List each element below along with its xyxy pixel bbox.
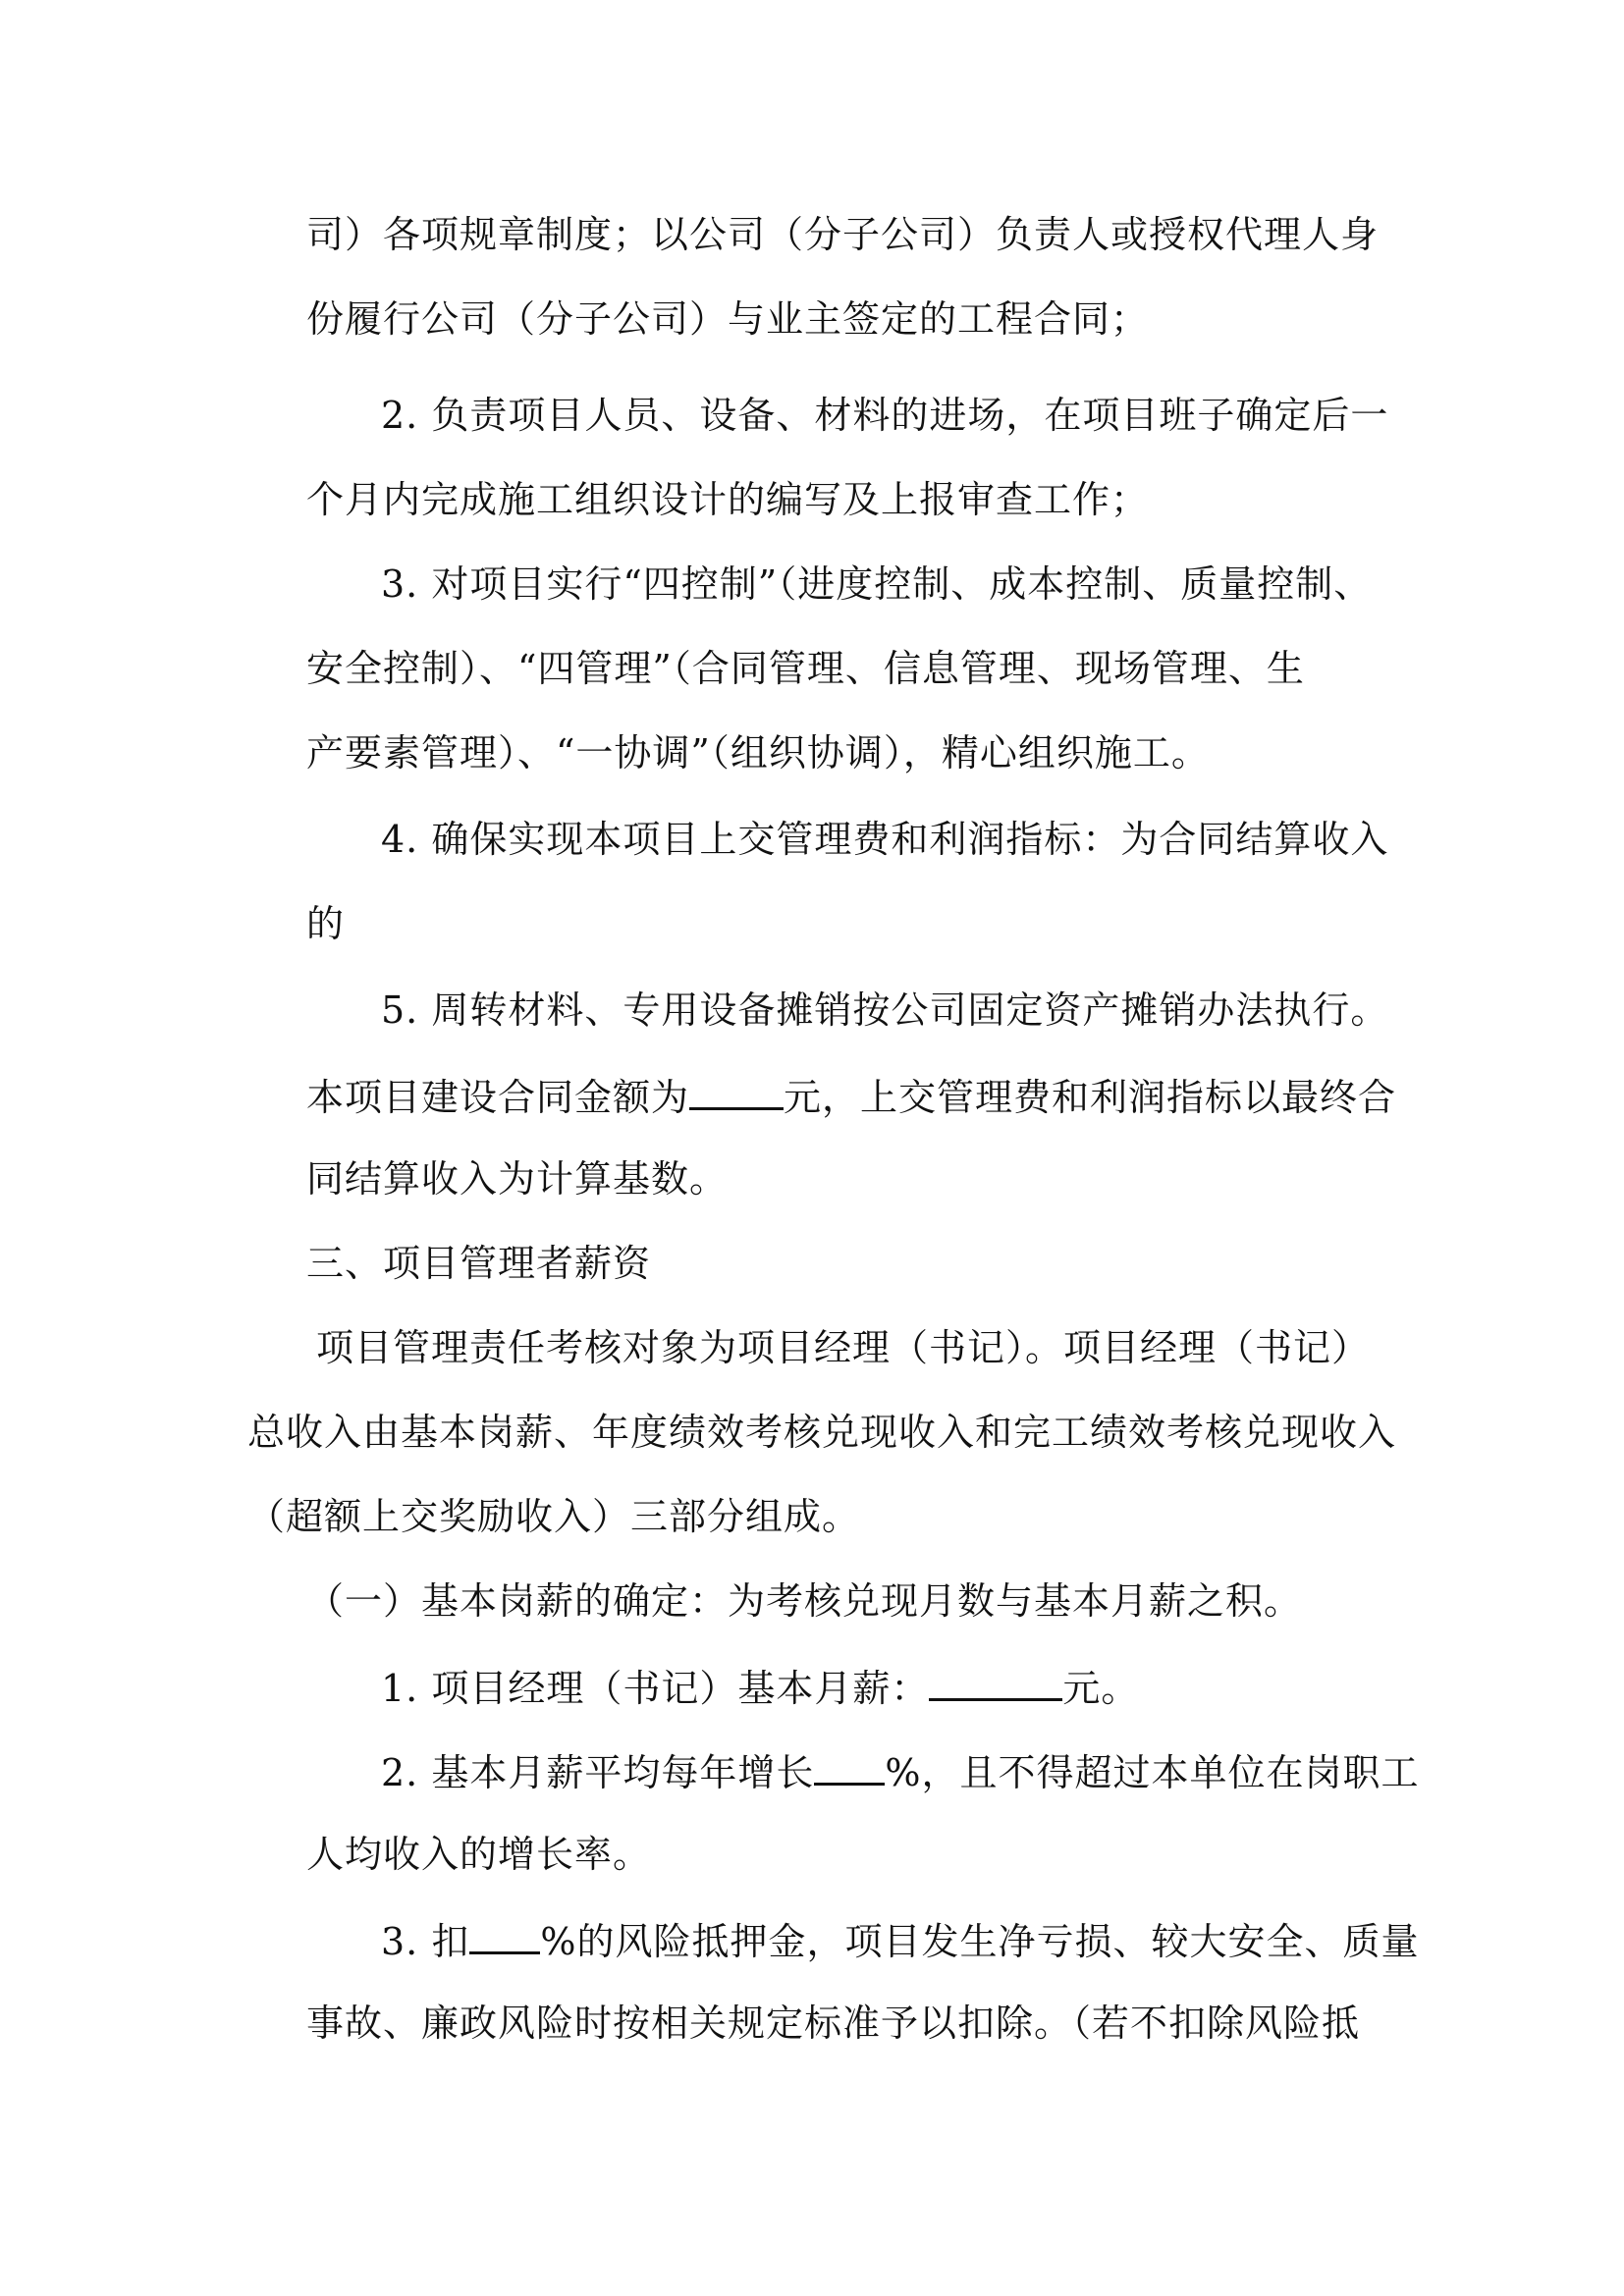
growth-rate-blank bbox=[814, 1747, 885, 1786]
text-line: 安全控制）、“四管理”（合同管理、信息管理、现场管理、生 bbox=[306, 647, 1305, 690]
text-line bbox=[306, 1072, 1397, 1119]
monthly-salary-blank bbox=[929, 1663, 1062, 1701]
text-line: 产要素管理）、“一协调”（组织协调），精心组织施工。 bbox=[306, 731, 1210, 774]
text-line: （超额上交奖励收入）三部分组成。 bbox=[247, 1495, 861, 1538]
text-line bbox=[381, 1663, 1392, 1708]
text-line: 人均收入的增长率。 bbox=[306, 1833, 652, 1876]
text-line: 份履行公司（分子公司）与业主签定的工程合同； bbox=[306, 297, 1150, 341]
contract-amount-blank bbox=[689, 1072, 784, 1110]
section-heading: 三、项目管理者薪资 bbox=[306, 1242, 652, 1285]
line-segment: 本项目建设合同金额为 bbox=[306, 1076, 690, 1119]
text-line: 的 bbox=[306, 902, 346, 945]
line-segment: 2. 基本月薪平均每年增长 bbox=[381, 1751, 815, 1794]
text-line: 同结算收入为计算基数。 bbox=[306, 1157, 729, 1201]
deposit-rate-blank bbox=[469, 1916, 540, 1954]
text-line: 4. 确保实现本项目上交管理费和利润指标：为合同结算收入 bbox=[381, 818, 1389, 861]
text-line: 项目管理责任考核对象为项目经理（书记）。项目经理（书记） bbox=[316, 1326, 1371, 1369]
line-segment: 元。 bbox=[1062, 1667, 1140, 1710]
text-line: 2. 负责项目人员、设备、材料的进场，在项目班子确定后一 bbox=[381, 394, 1389, 437]
line-segment: %的风险抵押金，项目发生净亏损、较大安全、质量 bbox=[540, 1920, 1420, 1963]
line-segment: 元，上交管理费和利润指标以最终合 bbox=[784, 1076, 1397, 1119]
text-line: 司）各项规章制度；以公司（分子公司）负责人或授权代理人身 bbox=[306, 213, 1380, 256]
line-segment: 3. 扣 bbox=[381, 1920, 470, 1963]
line-segment: %，且不得超过本单位在岗职工 bbox=[885, 1751, 1420, 1794]
subsection-heading: （一）基本岗薪的确定：为考核兑现月数与基本月薪之积。 bbox=[306, 1579, 1303, 1623]
text-line bbox=[381, 1916, 1420, 1963]
text-line: 个月内完成施工组织设计的编写及上报审查工作； bbox=[306, 478, 1150, 521]
text-line: 事故、廉政风险时按相关规定标准予以扣除。（若不扣除风险抵 bbox=[306, 2002, 1361, 2045]
text-line: 总收入由基本岗薪、年度绩效考核兑现收入和完工绩效考核兑现收入 bbox=[247, 1411, 1397, 1454]
text-line: 5. 周转材料、专用设备摊销按公司固定资产摊销办法执行。 bbox=[381, 988, 1389, 1032]
text-line bbox=[381, 1747, 1420, 1794]
text-line: 3. 对项目实行“四控制”（进度控制、成本控制、质量控制、 bbox=[381, 562, 1373, 606]
line-segment: 1. 项目经理（书记）基本月薪： bbox=[381, 1667, 930, 1710]
